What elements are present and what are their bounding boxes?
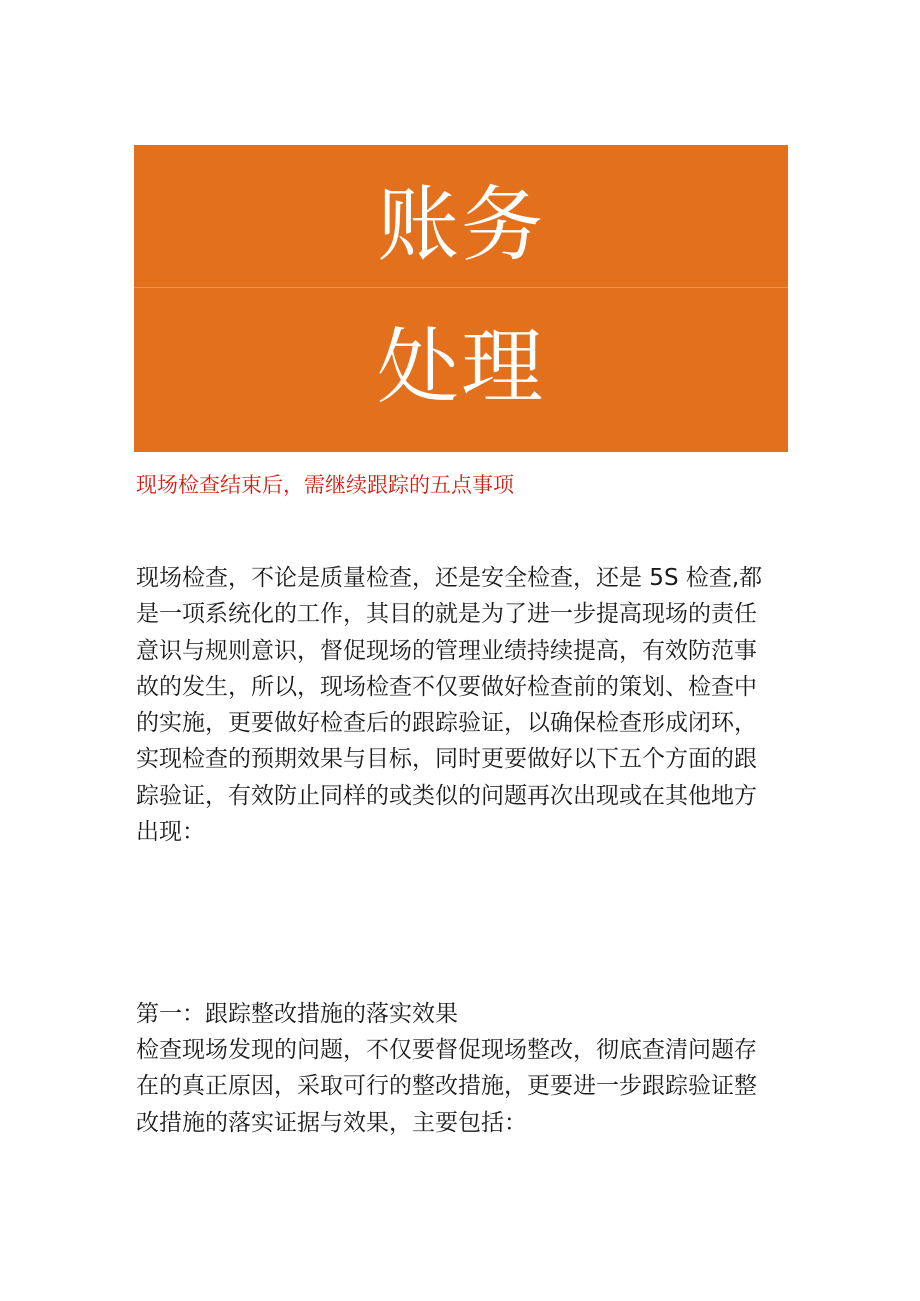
banner-divider xyxy=(134,287,788,288)
intro-line: 故的发生，所以，现场检查不仅要做好检查前的策划、检查中 xyxy=(136,673,757,700)
intro-line: 踪验证，有效防止同样的或类似的问题再次出现或在其他地方 xyxy=(136,782,757,809)
section-1-line: 改措施的落实证据与效果，主要包括： xyxy=(136,1109,527,1136)
banner-title-line-1: 账务 xyxy=(376,178,545,273)
intro-line: 现场检查，不论是质量检查，还是安全检查，还是 5S 检查,都 xyxy=(136,565,763,591)
intro-paragraph xyxy=(136,560,786,850)
section-1-paragraph xyxy=(136,1032,786,1141)
intro-line: 的实施，更要做好检查后的跟踪验证，以确保检查形成闭环， xyxy=(136,710,757,737)
title-banner xyxy=(134,145,788,452)
intro-line: 出现： xyxy=(136,819,205,846)
banner-title-line-2: 处理 xyxy=(376,320,545,415)
section-1-line: 检查现场发现的问题，不仅要督促现场整改，彻底查清问题存 xyxy=(136,1037,757,1063)
document-subtitle: 现场检查结束后，需继续跟踪的五点事项 xyxy=(136,473,514,497)
section-1-line: 在的真正原因，采取可行的整改措施，更要进一步跟踪验证整 xyxy=(136,1073,757,1100)
intro-line: 是一项系统化的工作，其目的就是为了进一步提高现场的责任 xyxy=(136,601,757,628)
intro-line: 意识与规则意识，督促现场的管理业绩持续提高，有效防范事 xyxy=(136,637,757,664)
section-1-heading: 第一：跟踪整改措施的落实效果 xyxy=(136,1001,458,1027)
intro-line: 实现检查的预期效果与目标，同时更要做好以下五个方面的跟 xyxy=(136,746,757,773)
